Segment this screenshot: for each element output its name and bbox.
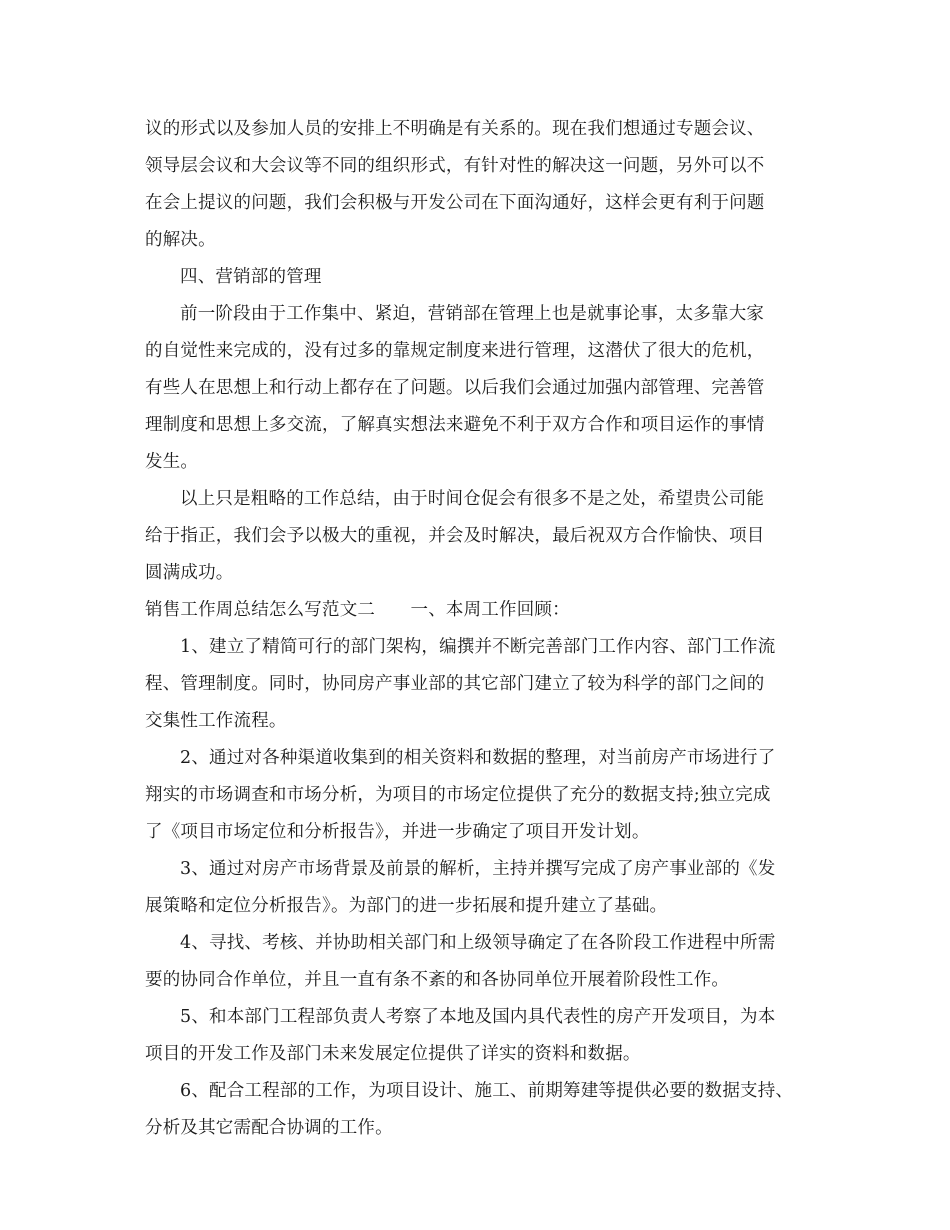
body-text-line: 在会上提议的问题，我们会积极与开发公司在下面沟通好，这样会更有利于问题: [145, 193, 765, 213]
list-item-first-line: 1、建立了精简可行的部门架构，编撰并不断完善部门工作内容、部门工作流: [180, 637, 776, 657]
body-text-line: 了《项目市场定位和分析报告》，并进一步确定了项目开发计划。: [145, 822, 650, 842]
body-text-line: 项目的开发工作及部门未来发展定位提供了详实的资料和数据。: [145, 1044, 641, 1064]
body-text-line: 有些人在思想上和行动上都存在了问题。以后我们会通过加强内部管理、完善管: [145, 378, 765, 398]
list-item-first-line: 4、寻找、考核、并协助相关部门和上级领导确定了在各阶段工作进程中所需: [180, 933, 776, 953]
body-text-line: 议的形式以及参加人员的安排上不明确是有关系的。现在我们想通过专题会议、: [145, 119, 765, 139]
list-item-first-line: 6、配合工程部的工作，为项目设计、施工、前期筹建等提供必要的数据支持、: [180, 1081, 794, 1101]
paragraph-first-line: 前一阶段由于工作集中、紧迫，营销部在管理上也是就事论事，太多靠大家: [180, 304, 765, 324]
body-text-line: 翔实的市场调查和市场分析，为项目的市场定位提供了充分的数据支持;独立完成: [145, 785, 771, 805]
body-text-line: 领导层会议和大会议等不同的组织形式，有针对性的解决这一问题，另外可以不: [145, 156, 765, 176]
body-text-line: 交集性工作流程。: [145, 711, 287, 731]
body-text-line: 程、管理制度。同时，协同房产事业部的其它部门建立了较为科学的部门之间的: [145, 674, 765, 694]
body-text-line: 展策略和定位分析报告》。为部门的进一步拓展和提升建立了基础。: [145, 896, 668, 916]
body-text-line: 的自觉性来完成的，没有过多的靠规定制度来进行管理，这潜伏了很大的危机，: [145, 341, 765, 361]
body-text-line: 给于指正，我们会予以极大的重视，并会及时解决，最后祝双方合作愉快、项目: [145, 526, 765, 546]
body-text-line: 发生。: [145, 452, 199, 472]
paragraph-first-line: 以上只是粗略的工作总结，由于时间仓促会有很多不是之处，希望贵公司能: [180, 489, 765, 509]
body-text-line: 分析及其它需配合协调的工作。: [145, 1118, 393, 1138]
list-item-first-line: 2、通过对各种渠道收集到的相关资料和数据的整理，对当前房产市场进行了: [180, 748, 776, 768]
body-text-line: 理制度和思想上多交流，了解真实想法来避免不利于双方合作和项目运作的事情: [145, 415, 765, 435]
section-heading: 四、营销部的管理: [180, 267, 322, 287]
document-title-line: 销售工作周总结怎么写范文二 一、本周工作回顾：: [145, 600, 570, 620]
body-text-line: 要的协同合作单位，并且一直有条不紊的和各协同单位开展着阶段性工作。: [145, 970, 730, 990]
list-item-first-line: 3、通过对房产市场背景及前景的解析，主持并撰写完成了房产事业部的《发: [180, 859, 776, 879]
body-text-line: 的解决。: [145, 230, 216, 250]
list-item-first-line: 5、和本部门工程部负责人考察了本地及国内具代表性的房产开发项目，为本: [180, 1007, 776, 1027]
body-text-line: 圆满成功。: [145, 563, 234, 583]
